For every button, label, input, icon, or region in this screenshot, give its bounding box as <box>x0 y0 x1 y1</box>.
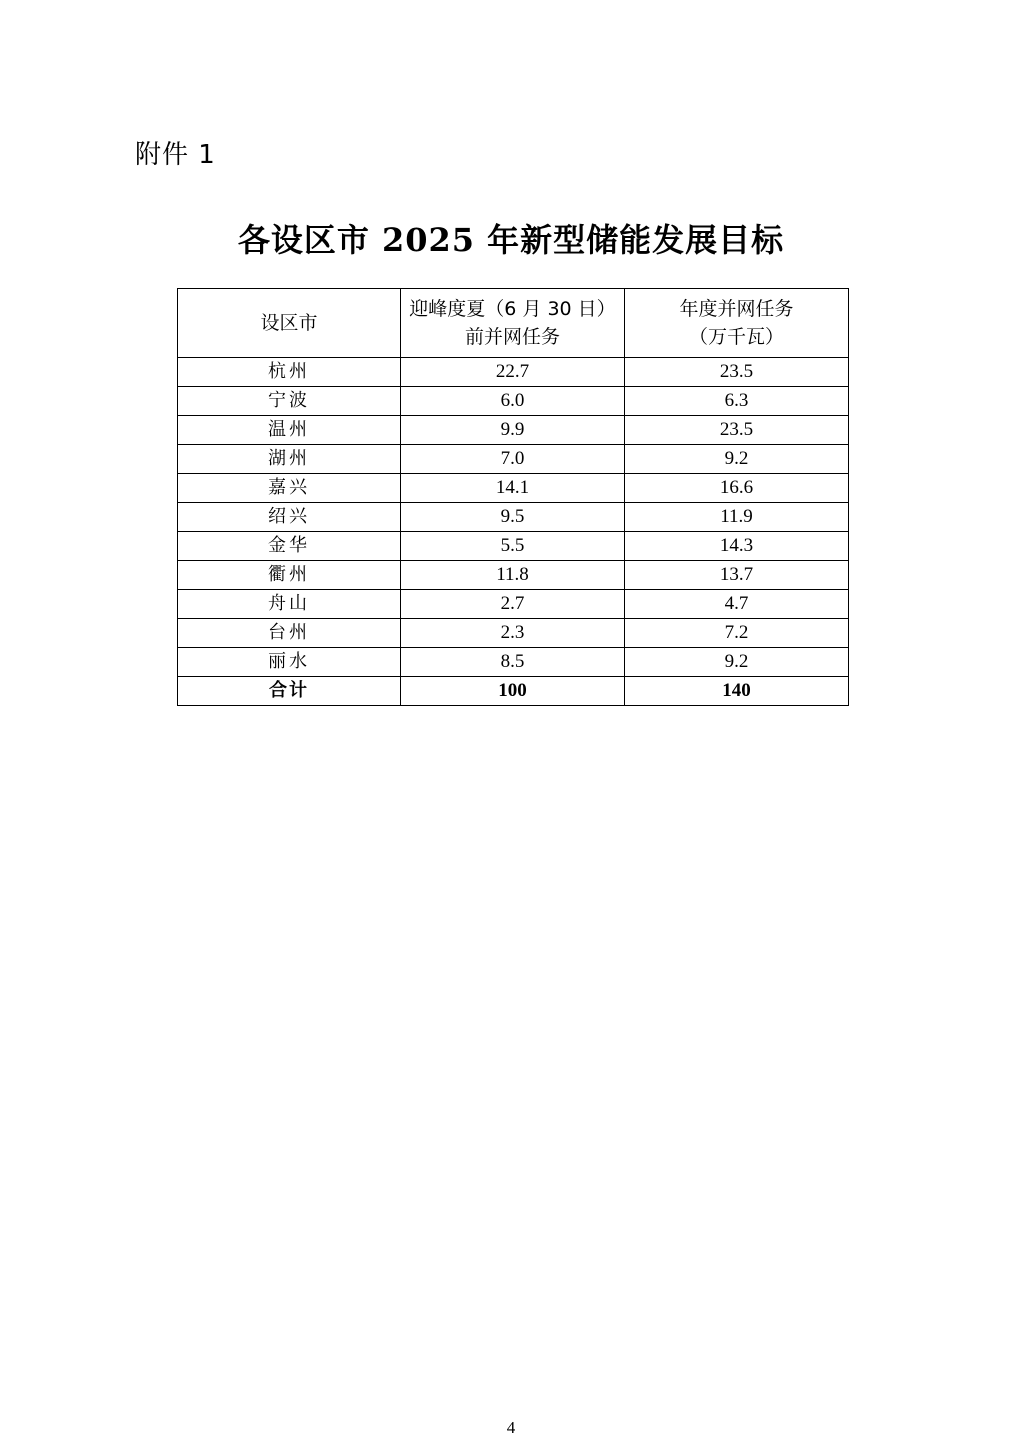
header-annual-line1: 年度并网任务 <box>679 298 794 320</box>
city-cell: 宁波 <box>178 387 401 416</box>
document-title: 各设区市 2025 年新型储能发展目标 <box>237 221 785 259</box>
peak-cell: 11.8 <box>401 561 625 590</box>
table-row <box>178 474 849 503</box>
annual-cell: 23.5 <box>625 416 849 445</box>
header-peak-target <box>401 289 625 358</box>
table-row <box>178 648 849 677</box>
table-row <box>178 358 849 387</box>
table-row <box>178 532 849 561</box>
peak-cell: 14.1 <box>401 474 625 503</box>
peak-cell: 7.0 <box>401 445 625 474</box>
table-row <box>178 561 849 590</box>
page-number: 4 <box>506 1418 516 1437</box>
total-annual-cell: 140 <box>625 677 849 706</box>
header-city-label: 设区市 <box>260 312 318 334</box>
city-cell: 丽水 <box>178 648 401 677</box>
annual-cell: 23.5 <box>625 358 849 387</box>
annual-cell: 16.6 <box>625 474 849 503</box>
annual-cell: 14.3 <box>625 532 849 561</box>
total-peak-cell: 100 <box>401 677 625 706</box>
storage-target-table <box>177 288 849 706</box>
header-city <box>178 289 401 358</box>
attachment-label: 附件 1 <box>135 140 216 170</box>
table-row <box>178 590 849 619</box>
peak-cell: 2.7 <box>401 590 625 619</box>
city-cell: 金华 <box>178 532 401 561</box>
table-total-row <box>178 677 849 706</box>
header-annual-line2: （万千瓦） <box>688 326 784 348</box>
total-label-cell: 合计 <box>178 677 401 706</box>
table-row <box>178 445 849 474</box>
annual-cell: 4.7 <box>625 590 849 619</box>
city-cell: 杭州 <box>178 358 401 387</box>
peak-cell: 8.5 <box>401 648 625 677</box>
table-row <box>178 416 849 445</box>
annual-cell: 9.2 <box>625 445 849 474</box>
city-cell: 湖州 <box>178 445 401 474</box>
table-row <box>178 619 849 648</box>
table-header-row <box>178 289 849 358</box>
peak-cell: 22.7 <box>401 358 625 387</box>
header-annual-target <box>625 289 849 358</box>
peak-cell: 2.3 <box>401 619 625 648</box>
city-cell: 绍兴 <box>178 503 401 532</box>
header-peak-line1: 迎峰度夏（6 月 30 日） <box>409 298 616 320</box>
annual-cell: 9.2 <box>625 648 849 677</box>
city-cell: 温州 <box>178 416 401 445</box>
annual-cell: 7.2 <box>625 619 849 648</box>
peak-cell: 9.9 <box>401 416 625 445</box>
annual-cell: 6.3 <box>625 387 849 416</box>
city-cell: 舟山 <box>178 590 401 619</box>
city-cell: 衢州 <box>178 561 401 590</box>
header-peak-line2: 前并网任务 <box>464 326 560 348</box>
peak-cell: 6.0 <box>401 387 625 416</box>
peak-cell: 5.5 <box>401 532 625 561</box>
table-row <box>178 387 849 416</box>
annual-cell: 13.7 <box>625 561 849 590</box>
annual-cell: 11.9 <box>625 503 849 532</box>
table-row <box>178 503 849 532</box>
peak-cell: 9.5 <box>401 503 625 532</box>
city-cell: 嘉兴 <box>178 474 401 503</box>
city-cell: 台州 <box>178 619 401 648</box>
